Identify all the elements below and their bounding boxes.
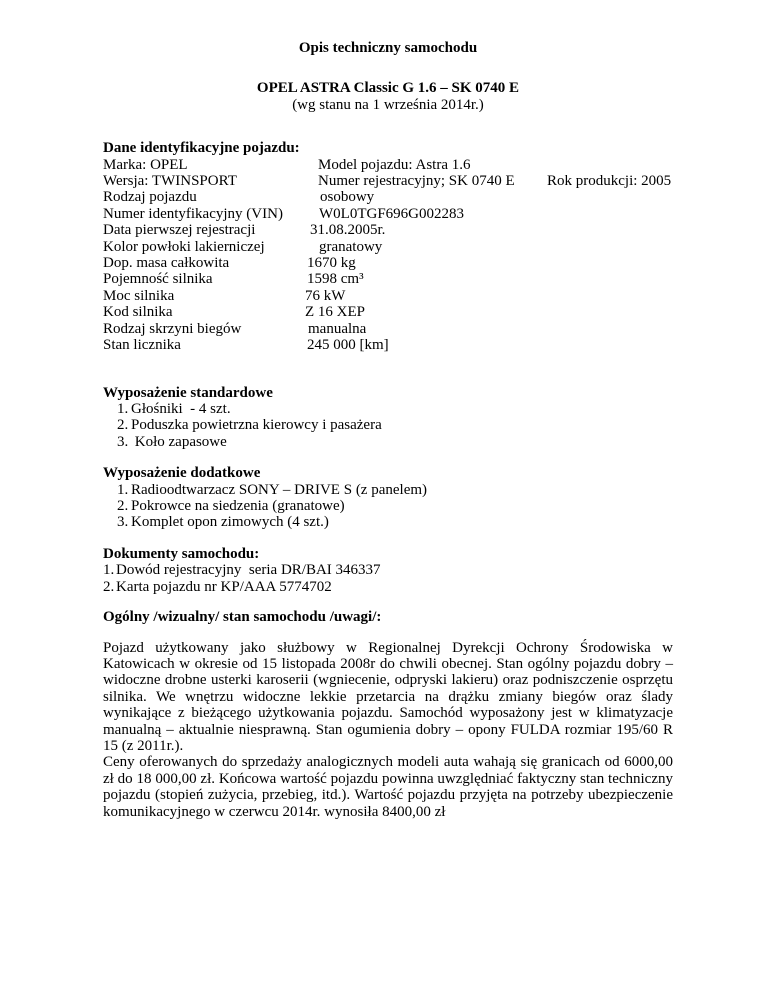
ident-label: Moc silnika	[103, 287, 175, 304]
extra-item	[103, 514, 673, 530]
extra-heading: Wyposażenie dodatkowe	[103, 465, 261, 482]
condition-paragraph-1: Pojazd użytkowany jako służbowy w Regionalnej Dyrekcji Ochrony Środowiska w Katowicach w okresie od 15 listopada 2008r do chwili obecnej. Stan ogólny pojazdu dobry – widoczne drobne usterki karoserii (wgniecenie, odpryski lakieru) oraz podniszczenie osprzętu silnika. We wnętrzu widoczne lekkie przetarcia na drążku zmiany biegów oraz ślady wynikające z bieżącego użytkowania pojazdu. Samochód wyposażony jest w klimatyzacje manualną – aktualnie niesprawną. Stan ogumienia dobry – opony FULDA rozmiar 195/60 R 15 (z 2011r.).	[103, 639, 673, 754]
ident-label: Pojemność silnika	[103, 271, 213, 288]
ident-value: osobowy	[320, 189, 375, 206]
vehicle-header	[103, 80, 673, 113]
ident-table	[103, 157, 673, 370]
ident-value: 76 kW	[305, 287, 346, 304]
standard-list	[103, 401, 673, 450]
ident-label: Rodzaj pojazdu	[103, 189, 197, 206]
condition-heading: Ogólny /wizualny/ stan samochodu /uwagi/:	[103, 609, 382, 626]
ident-label: Data pierwszej rejestracji	[103, 222, 256, 239]
condition-paragraph-2: Ceny oferowanych do sprzedaży analogicznych modeli auta wahają się granicach od 6000,00 zł do 18 000,00 zł. Końcowa wartość pojazdu powinna uwzględniać faktyczny stan techniczny pojazdu (stopień zużycia, przebieg, itd.). Wartość pojazdu przyjęta na potrzeby ubezpieczenie komunikacyjnego w czerwcu 2014r. wynosiła 8400,00 zł	[103, 754, 673, 820]
standard-item	[103, 401, 673, 417]
ident-value: manualna	[308, 320, 367, 337]
document-title: Opis techniczny samochodu	[298, 40, 478, 56]
list-number: 1.	[103, 562, 115, 579]
as-of-date: (wg stanu na 1 września 2014r.)	[292, 96, 484, 113]
ident-value: granatowy	[319, 238, 383, 255]
extra-list	[103, 482, 673, 531]
condition-text	[103, 640, 673, 820]
list-text: Pokrowce na siedzenia (granatowe)	[131, 498, 345, 515]
ident-label: Stan licznika	[103, 337, 181, 354]
vehicle-line: OPEL ASTRA Classic G 1.6 – SK 0740 E	[256, 80, 520, 97]
list-text: Karta pojazdu nr KP/AAA 5774702	[116, 578, 332, 595]
document-item	[103, 579, 673, 595]
list-text: Poduszka powietrzna kierowcy i pasażera	[131, 417, 382, 434]
extra-item	[103, 498, 673, 514]
list-text: Dowód rejestracyjny seria DR/BAI 346337	[116, 562, 381, 579]
standard-equipment	[103, 385, 673, 451]
standard-item	[103, 434, 673, 450]
ident-value: W0L0TGF696G002283	[319, 205, 464, 222]
document-page	[103, 40, 673, 820]
ident-label: Kolor powłoki lakierniczej	[103, 238, 265, 255]
ident-value: 31.08.2005r.	[310, 222, 386, 239]
list-number: 2.	[103, 578, 115, 595]
list-number: 1.	[117, 401, 129, 418]
ident-label: Numer identyfikacyjny (VIN)	[103, 205, 283, 222]
list-number: 3.	[117, 514, 129, 531]
documents-list	[103, 562, 673, 595]
ident-extra: Rok produkcji: 2005	[547, 173, 672, 190]
ident-value: Model pojazdu: Astra 1.6	[318, 156, 471, 173]
extra-equipment	[103, 465, 673, 531]
documents-heading: Dokumenty samochodu:	[103, 545, 260, 562]
list-text: Głośniki - 4 szt.	[131, 401, 231, 418]
list-number: 3.	[117, 433, 129, 450]
ident-label: Marka: OPEL	[103, 156, 188, 173]
list-number: 2.	[117, 417, 129, 434]
vehicle-documents	[103, 546, 673, 595]
document-item	[103, 562, 673, 578]
ident-value: 245 000 [km]	[307, 337, 389, 354]
ident-label: Kod silnika	[103, 304, 173, 321]
list-number: 2.	[117, 498, 129, 515]
ident-heading: Dane identyfikacyjne pojazdu:	[103, 140, 300, 157]
standard-heading: Wyposażenie standardowe	[103, 384, 273, 401]
ident-value: Z 16 XEP	[305, 304, 365, 321]
ident-value: 1670 kg	[307, 255, 356, 272]
ident-label: Dop. masa całkowita	[103, 255, 230, 272]
list-number: 1.	[117, 481, 129, 498]
list-text: Radioodtwarzacz SONY – DRIVE S (z panelem)	[131, 481, 428, 498]
list-text: Koło zapasowe	[131, 433, 227, 450]
extra-item	[103, 482, 673, 498]
ident-label: Wersja: TWINSPORT	[103, 173, 237, 190]
ident-label: Rodzaj skrzyni biegów	[103, 320, 242, 337]
standard-item	[103, 417, 673, 433]
ident-value: 1598 cm³	[307, 271, 364, 288]
list-text: Komplet opon zimowych (4 szt.)	[131, 514, 329, 531]
ident-value: Numer rejestracyjny; SK 0740 E	[318, 173, 515, 190]
